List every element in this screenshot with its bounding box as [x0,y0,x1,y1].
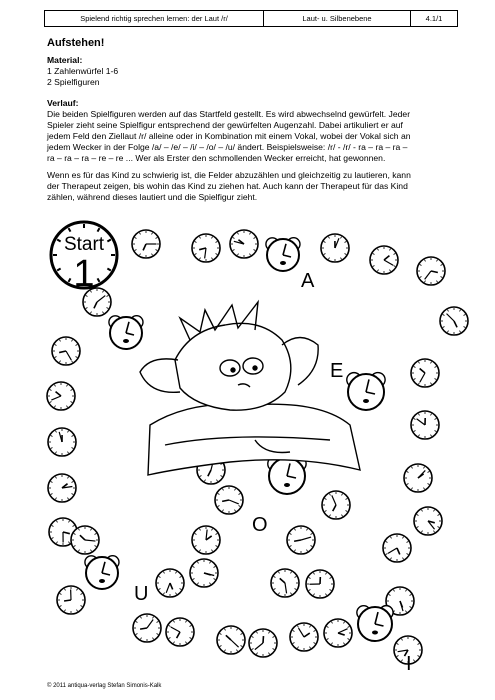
vowel-letter: E [330,360,344,382]
alarm-clock-field [347,373,385,410]
clock-field [132,230,160,258]
clock-field [166,618,194,646]
clock-field [133,614,161,642]
material-heading: Material: [47,55,83,65]
clock-field [48,428,76,456]
start-number: 1 [73,253,95,295]
clock-field [411,359,439,387]
clock-field [52,337,80,365]
page-title: Aufstehen! [47,37,105,49]
clock-field [290,623,318,651]
clock-field [71,526,99,554]
start-field [51,222,117,295]
vowel-letter: O [252,514,268,536]
clock-field [383,534,411,562]
verlauf-line: Die beiden Spielfiguren werden auf das Startfeld gestellt. Es wird abwechselnd gewürfelt. Jeder [47,109,411,119]
alarm-clock-field [268,457,306,494]
clock-field [192,526,220,554]
clock-field [48,474,76,502]
clock-field [57,586,85,614]
verlauf-line: der Therapeut zeigen, bis wohin das Kind zu ziehen hat. Auch kann der Therapeut für das Kind [47,181,408,191]
clock-field [370,246,398,274]
vowel-letter: A [301,270,315,292]
material-section [47,55,457,88]
clock-field [306,570,334,598]
clock-field [414,507,442,535]
clock-field [230,230,258,258]
clock-field [190,559,218,587]
header-number: 4.1/1 [425,14,443,23]
game-board [0,215,495,685]
clock-field [417,257,445,285]
clock-field [440,307,468,335]
page-header [44,10,458,27]
vowel-letter: I [406,653,412,675]
vowel-letter: U [134,583,149,605]
clock-field [192,234,220,262]
material-item: 1 Zahlenwürfel 1-6 [47,66,119,76]
boy-in-bed-illustration [140,302,360,475]
header-topic: Spielend richtig sprechen lernen: der Laut /r/ [45,11,264,26]
clock-field [249,629,277,657]
clock-field [215,486,243,514]
alarm-clock-field [85,556,119,589]
clock-field [321,234,349,262]
verlauf-heading: Verlauf: [47,98,79,108]
header-level: Laut- u. Silbenebene [264,11,411,26]
verlauf-line: jedem Feld den Ziellaut /r/ alleine oder in Kombination mit einem Vokal, wobei der Vokal sich an [47,131,411,141]
clock-field [411,411,439,439]
material-item: 2 Spielfiguren [47,77,100,87]
verlauf-line: zählen, während dieses lautiert und die Spielfigur zieht. [47,192,258,202]
clock-field [324,619,352,647]
verlauf-line: jedem Wecker in der Folge /a/ – /e/ – /i/ – /o/ – /u/ ändert. Beispielsweise: /r/ - /r/ - ra – ra – ra – [47,142,408,152]
clock-field [287,526,315,554]
clock-field [322,491,350,519]
clock-field [156,569,184,597]
alarm-clock-field [109,316,143,349]
footer-copyright: © 2011 antiqua-verlag Stefan Simonis-Kalk [47,683,162,689]
verlauf-line: Spieler zieht seine Spielfigur entsprechend der gewürfelten Augenzahl. Dabei artikuliert er auf [47,120,403,130]
clock-field [217,626,245,654]
verlauf-line: Wenn es für das Kind zu schwierig ist, die Felder abzuzählen und gleichzeitig zu lautieren, kann [47,170,411,180]
clock-field [404,464,432,492]
alarm-clock-field [357,606,393,641]
clock-field [47,382,75,410]
start-label: Start [63,234,105,255]
verlauf-line: ra – ra – ra – re – re ... Wer als Erster den schmollenden Wecker erreicht, hat gewonnen. [47,153,386,163]
alarm-clock-field [266,238,300,271]
verlauf-section [47,98,457,203]
clock-field [271,569,299,597]
